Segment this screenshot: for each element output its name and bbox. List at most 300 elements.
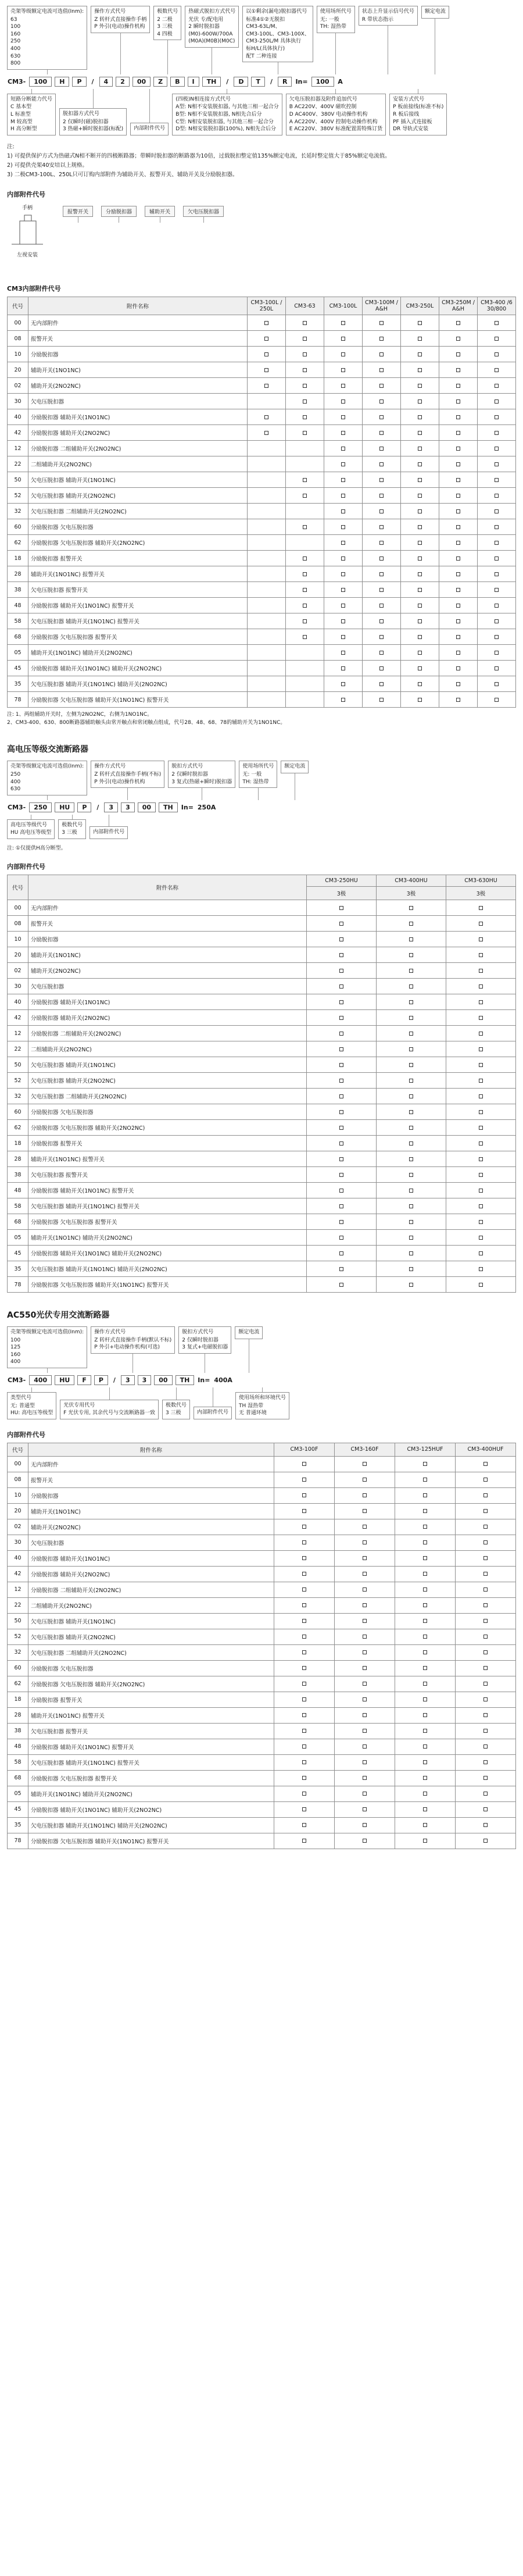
available-mark <box>483 1478 488 1482</box>
availability-cell <box>439 441 478 456</box>
accessory-code: 30 <box>8 1535 28 1550</box>
availability-cell <box>248 645 286 661</box>
available-mark <box>495 556 499 561</box>
accessory-name: 无内部附件 <box>28 315 248 331</box>
availability-cell <box>307 916 377 932</box>
accessory-name: 辅助开关(2NO2NC) <box>28 963 307 979</box>
availability-cell <box>401 566 439 582</box>
availability-cell <box>456 1629 516 1644</box>
accessory-name: 欠电压脱扣器 辅助开关(1NO1NC) <box>28 1057 307 1073</box>
availability-cell <box>248 519 286 535</box>
availability-cell <box>401 645 439 661</box>
table-row <box>8 582 516 598</box>
available-mark <box>379 525 384 529</box>
available-mark <box>363 1792 367 1796</box>
code-box-line: 800 <box>10 60 21 67</box>
breaker-outline-icon <box>7 213 48 248</box>
code-box-column <box>389 89 447 135</box>
accessory-name: 分励脱扣器 辅助开关(1NO1NC) 辅助开关(2NO2NC) <box>28 1801 274 1817</box>
availability-cell <box>274 1786 335 1801</box>
pv-model-code-line <box>7 1373 516 1387</box>
available-mark <box>495 588 499 592</box>
availability-cell <box>286 315 324 331</box>
available-mark <box>341 399 345 404</box>
availability-cell <box>363 331 401 347</box>
availability-cell <box>286 645 324 661</box>
availability-cell <box>456 1692 516 1707</box>
available-mark <box>418 541 422 545</box>
connector-line <box>132 1354 133 1373</box>
availability-cell <box>456 1472 516 1487</box>
code-box-column <box>185 6 239 74</box>
pv-section-heading: AC550光伏专用交流断路器 <box>7 1311 110 1321</box>
table-row <box>8 362 516 378</box>
available-mark <box>379 651 384 655</box>
available-mark <box>303 384 307 388</box>
accessory-name: 欠电压脱扣器 <box>28 394 248 409</box>
available-mark <box>303 321 307 325</box>
table-row <box>8 1817 516 1833</box>
availability-cell <box>324 425 363 441</box>
availability-cell <box>478 362 516 378</box>
available-mark <box>423 1697 427 1701</box>
available-mark <box>409 1110 413 1114</box>
model-code-segment: / <box>113 1376 116 1384</box>
code-box-title: 额定电流 <box>424 9 446 15</box>
accessory-name: 欠电压脱扣器 辅助开关(1NO1NC) 报警开关 <box>28 1754 274 1770</box>
available-mark <box>418 478 422 482</box>
availability-cell <box>363 645 401 661</box>
table-row <box>8 504 516 519</box>
notes-label: 注: <box>7 143 15 150</box>
availability-cell <box>377 916 446 932</box>
available-mark <box>456 619 460 623</box>
availability-cell <box>401 535 439 551</box>
available-mark <box>479 953 483 957</box>
availability-cell <box>377 1230 446 1246</box>
availability-cell <box>456 1723 516 1739</box>
poles-subheader: 3极 <box>307 887 377 900</box>
available-mark <box>479 922 483 926</box>
code-box-column <box>162 1387 190 1419</box>
available-mark <box>409 1204 413 1208</box>
table-row <box>8 1739 516 1754</box>
availability-cell <box>274 1472 335 1487</box>
model-code-segment: 250 <box>29 802 52 812</box>
availability-cell <box>439 598 478 613</box>
availability-cell <box>248 378 286 394</box>
code-box <box>242 6 313 62</box>
accessory-code: 20 <box>8 362 28 378</box>
available-mark <box>483 1823 488 1827</box>
table-row <box>8 979 516 994</box>
model-code-segment: / <box>96 803 99 811</box>
accessory-code: 05 <box>8 1786 28 1801</box>
availability-cell <box>248 504 286 519</box>
connector-line <box>167 40 168 74</box>
table-header <box>8 1443 516 1456</box>
availability-cell <box>248 362 286 378</box>
table-row <box>8 331 516 347</box>
available-mark <box>456 604 460 608</box>
available-mark <box>409 937 413 941</box>
code-box <box>281 761 309 773</box>
code-box-line: L 标准型 <box>10 111 31 117</box>
table-body <box>8 315 516 708</box>
accessory-code: 42 <box>8 1010 28 1026</box>
available-mark <box>264 415 268 419</box>
accessory-code: 18 <box>8 551 28 566</box>
available-mark <box>303 415 307 419</box>
available-mark <box>423 1462 427 1466</box>
availability-cell <box>335 1535 395 1550</box>
available-mark <box>483 1666 488 1670</box>
code-box-line: B型: N相不安装脱扣器, N相先合后分 <box>175 111 262 117</box>
model-column-header: CM3-400HU <box>377 875 446 887</box>
code-box-column <box>235 1326 263 1373</box>
available-mark <box>264 431 268 435</box>
availability-cell <box>456 1707 516 1723</box>
availability-cell <box>456 1817 516 1833</box>
availability-cell <box>478 551 516 566</box>
available-mark <box>303 352 307 356</box>
accessory-code: 05 <box>8 645 28 661</box>
availability-cell <box>286 676 324 692</box>
availability-cell <box>401 661 439 676</box>
availability-cell <box>363 598 401 613</box>
availability-cell <box>478 504 516 519</box>
model-code-segment: I <box>188 77 199 87</box>
table-row <box>8 1597 516 1613</box>
availability-cell <box>363 425 401 441</box>
code-box-line: TH: 湿热带 <box>242 779 269 785</box>
accessory-code: 28 <box>8 1151 28 1167</box>
availability-cell <box>274 1597 335 1613</box>
code-box-title: 操作方式代号 <box>94 763 126 770</box>
connector-line <box>120 33 121 74</box>
availability-cell <box>446 1136 516 1151</box>
accessory-code: 08 <box>8 1472 28 1487</box>
code-box-title: 极数代号 <box>157 9 178 15</box>
available-mark <box>363 1729 367 1733</box>
available-mark <box>479 906 483 910</box>
accessory-code: 22 <box>8 1597 28 1613</box>
available-mark <box>479 1094 483 1098</box>
code-box-line: B AC220V、400V 磁吹控制 <box>289 104 357 110</box>
code-box <box>7 6 87 70</box>
availability-cell <box>439 566 478 582</box>
accessory-code: 32 <box>8 504 28 519</box>
availability-cell <box>363 315 401 331</box>
available-mark <box>495 447 499 451</box>
available-mark <box>303 478 307 482</box>
accessory-name: 分励脱扣器 <box>28 1487 274 1503</box>
available-mark <box>495 415 499 419</box>
availability-cell <box>446 900 516 916</box>
availability-cell <box>248 661 286 676</box>
available-mark <box>341 525 345 529</box>
available-mark <box>456 478 460 482</box>
availability-cell <box>286 441 324 456</box>
available-mark <box>341 698 345 702</box>
available-mark <box>418 337 422 341</box>
available-mark <box>339 1189 343 1193</box>
available-mark <box>363 1760 367 1764</box>
hv-section-heading: 高电压等级交流断路器 <box>7 745 88 755</box>
availability-cell <box>286 661 324 676</box>
accessory-name: 辅助开关(1NO1NC) <box>28 947 307 963</box>
accessory-name: 分励脱扣器 报警开关 <box>28 551 248 566</box>
available-mark <box>479 1047 483 1051</box>
availability-cell <box>363 551 401 566</box>
code-box <box>421 6 449 19</box>
available-mark <box>379 431 384 435</box>
available-mark <box>418 431 422 435</box>
accessory-code: 60 <box>8 1104 28 1120</box>
availability-cell <box>478 331 516 347</box>
available-mark <box>264 384 268 388</box>
available-mark <box>479 969 483 973</box>
accessory-name: 欠电压脱扣器 辅助开关(2NO2NC) <box>28 1073 307 1089</box>
availability-cell <box>307 1041 377 1057</box>
available-mark <box>379 635 384 639</box>
code-box-column <box>281 761 309 800</box>
availability-cell <box>335 1660 395 1676</box>
accessory-code: 30 <box>8 979 28 994</box>
availability-cell <box>478 535 516 551</box>
accessory-code: 32 <box>8 1644 28 1660</box>
available-mark <box>409 1047 413 1051</box>
availability-cell <box>478 441 516 456</box>
code-box-line: 630 <box>10 786 21 793</box>
availability-cell <box>446 1246 516 1261</box>
available-mark <box>363 1619 367 1623</box>
available-mark <box>479 1032 483 1036</box>
available-mark <box>341 384 345 388</box>
accessory-name: 欠电压脱扣器 二组辅助开关(2NO2NC) <box>28 1644 274 1660</box>
model-code-segment: CM3- <box>8 1376 26 1384</box>
availability-cell <box>401 504 439 519</box>
accessory-code: 00 <box>8 900 28 916</box>
availability-cell <box>324 441 363 456</box>
code-box-column <box>286 89 386 135</box>
model-code-segment: F <box>77 1375 91 1385</box>
cm3-accessory-table-heading: CM3内部附件代号 <box>7 285 61 293</box>
available-mark <box>339 1094 343 1098</box>
availability-cell <box>335 1676 395 1692</box>
available-mark <box>418 384 422 388</box>
available-mark <box>418 447 422 451</box>
available-mark <box>495 321 499 325</box>
available-mark <box>495 478 499 482</box>
model-code-segment: TH <box>202 77 221 87</box>
model-code-segment: 4 <box>99 77 113 87</box>
table-row <box>8 1535 516 1550</box>
model-code-segment: 00 <box>138 802 156 812</box>
available-mark <box>341 682 345 686</box>
top-code-boxes <box>7 6 516 74</box>
availability-cell <box>439 629 478 645</box>
accessory-code: 10 <box>8 1487 28 1503</box>
note-line: 注: 1、两组辅助开关时，左侧为2NO2NC，右侧为1NO1NC。 <box>7 712 153 718</box>
availability-cell <box>478 394 516 409</box>
available-mark <box>379 698 384 702</box>
available-mark <box>379 509 384 513</box>
accessory-code: 28 <box>8 566 28 582</box>
availability-cell <box>335 1754 395 1770</box>
available-mark <box>423 1556 427 1560</box>
available-mark <box>409 1000 413 1004</box>
availability-cell <box>363 519 401 535</box>
available-mark <box>339 1110 343 1114</box>
available-mark <box>409 1267 413 1271</box>
availability-cell <box>478 378 516 394</box>
available-mark <box>341 509 345 513</box>
table-row <box>8 900 516 916</box>
available-mark <box>409 984 413 989</box>
availability-cell <box>439 425 478 441</box>
view-label: 左视安装 <box>16 252 38 259</box>
availability-cell <box>286 535 324 551</box>
table-row <box>8 1277 516 1293</box>
available-mark <box>479 1079 483 1083</box>
availability-cell <box>478 409 516 425</box>
code-box-line: 标H/L(具体执行) <box>246 45 285 52</box>
code-box-column <box>7 1326 87 1373</box>
availability-cell <box>478 629 516 645</box>
accessory-name: 欠电压脱扣器 辅助开关(1NO1NC) 报警开关 <box>28 1198 307 1214</box>
table-row <box>8 1801 516 1817</box>
availability-cell <box>363 504 401 519</box>
available-mark <box>409 969 413 973</box>
connector-line <box>109 1387 110 1400</box>
availability-cell <box>335 1707 395 1723</box>
table-row <box>8 425 516 441</box>
table-row <box>8 472 516 488</box>
accessory-code: 48 <box>8 598 28 613</box>
available-mark <box>495 462 499 466</box>
available-mark <box>483 1509 488 1513</box>
code-box <box>359 6 418 26</box>
table-row <box>8 1582 516 1597</box>
availability-cell <box>363 613 401 629</box>
table-row <box>8 1026 516 1041</box>
available-mark <box>379 541 384 545</box>
availability-cell <box>324 676 363 692</box>
accessory-name: 欠电压脱扣器 辅助开关(2NO2NC) <box>28 488 248 504</box>
table-row <box>8 456 516 472</box>
code-box-title: 脱扣方式代号 <box>182 1329 214 1336</box>
accessory-name: 分励脱扣器 欠电压脱扣器 报警开关 <box>28 1770 274 1786</box>
code-box-column <box>59 89 127 135</box>
available-mark <box>339 1032 343 1036</box>
available-mark <box>339 1267 343 1271</box>
availability-cell <box>307 1073 377 1089</box>
code-box-line: D AC400V、380V 电动操作机构 <box>289 111 368 117</box>
connector-line <box>47 70 48 74</box>
model-code-segment: / <box>226 77 229 85</box>
accessory-code: 12 <box>8 441 28 456</box>
accessory-code: 38 <box>8 582 28 598</box>
availability-cell <box>456 1676 516 1692</box>
availability-cell <box>395 1739 456 1754</box>
available-mark <box>423 1713 427 1717</box>
availability-cell <box>248 488 286 504</box>
availability-cell <box>248 315 286 331</box>
availability-cell <box>274 1644 335 1660</box>
model-code-segment: In= <box>198 1376 210 1384</box>
availability-cell <box>324 347 363 362</box>
availability-cell <box>274 1770 335 1786</box>
available-mark <box>341 556 345 561</box>
available-mark <box>495 368 499 372</box>
availability-cell <box>363 378 401 394</box>
available-mark <box>379 337 384 341</box>
availability-cell <box>248 347 286 362</box>
available-mark <box>379 321 384 325</box>
code-box <box>235 1326 263 1339</box>
availability-cell <box>395 1535 456 1550</box>
available-mark <box>363 1556 367 1560</box>
accessory-name: 分励脱扣器 欠电压脱扣器 辅助开关(2NO2NC) <box>28 1120 307 1136</box>
availability-cell <box>274 1503 335 1519</box>
availability-cell <box>274 1707 335 1723</box>
table-row <box>8 1550 516 1566</box>
code-box-line: PF 插入式连接板 <box>393 119 432 125</box>
availability-cell <box>395 1597 456 1613</box>
accessory-code: 58 <box>8 1198 28 1214</box>
table-row <box>8 1692 516 1707</box>
code-box-line: 63 <box>10 16 17 23</box>
accessory-code: 20 <box>8 947 28 963</box>
availability-cell <box>335 1692 395 1707</box>
availability-cell <box>335 1786 395 1801</box>
accessory-code: 40 <box>8 409 28 425</box>
accessory-name: 报警开关 <box>28 331 248 347</box>
availability-cell <box>274 1613 335 1629</box>
accessory-name: 分励脱扣器 <box>28 932 307 947</box>
available-mark <box>423 1792 427 1796</box>
availability-cell <box>401 409 439 425</box>
availability-cell <box>274 1456 335 1472</box>
availability-cell <box>377 963 446 979</box>
accessory-label-column <box>145 206 175 223</box>
available-mark <box>302 1493 306 1497</box>
table-row <box>8 347 516 362</box>
available-mark <box>379 494 384 498</box>
availability-cell <box>307 1057 377 1073</box>
available-mark <box>379 588 384 592</box>
accessory-name: 分励脱扣器 欠电压脱扣器 辅助开关(2NO2NC) <box>28 1676 274 1692</box>
availability-cell <box>286 566 324 582</box>
code-box-line: 3 三极 <box>157 24 173 30</box>
availability-cell <box>286 347 324 362</box>
available-mark <box>409 1126 413 1130</box>
availability-cell <box>335 1644 395 1660</box>
availability-cell <box>478 347 516 362</box>
availability-cell <box>286 425 324 441</box>
available-mark <box>479 1126 483 1130</box>
available-mark <box>341 447 345 451</box>
availability-cell <box>446 1198 516 1214</box>
accessory-code: 60 <box>8 1660 28 1676</box>
accessory-code: 00 <box>8 315 28 331</box>
code-box-line: 标准4①②无脱扣 <box>246 16 285 23</box>
accessory-code: 35 <box>8 1817 28 1833</box>
available-mark <box>302 1666 306 1670</box>
available-mark <box>409 1016 413 1020</box>
availability-cell <box>395 1519 456 1535</box>
